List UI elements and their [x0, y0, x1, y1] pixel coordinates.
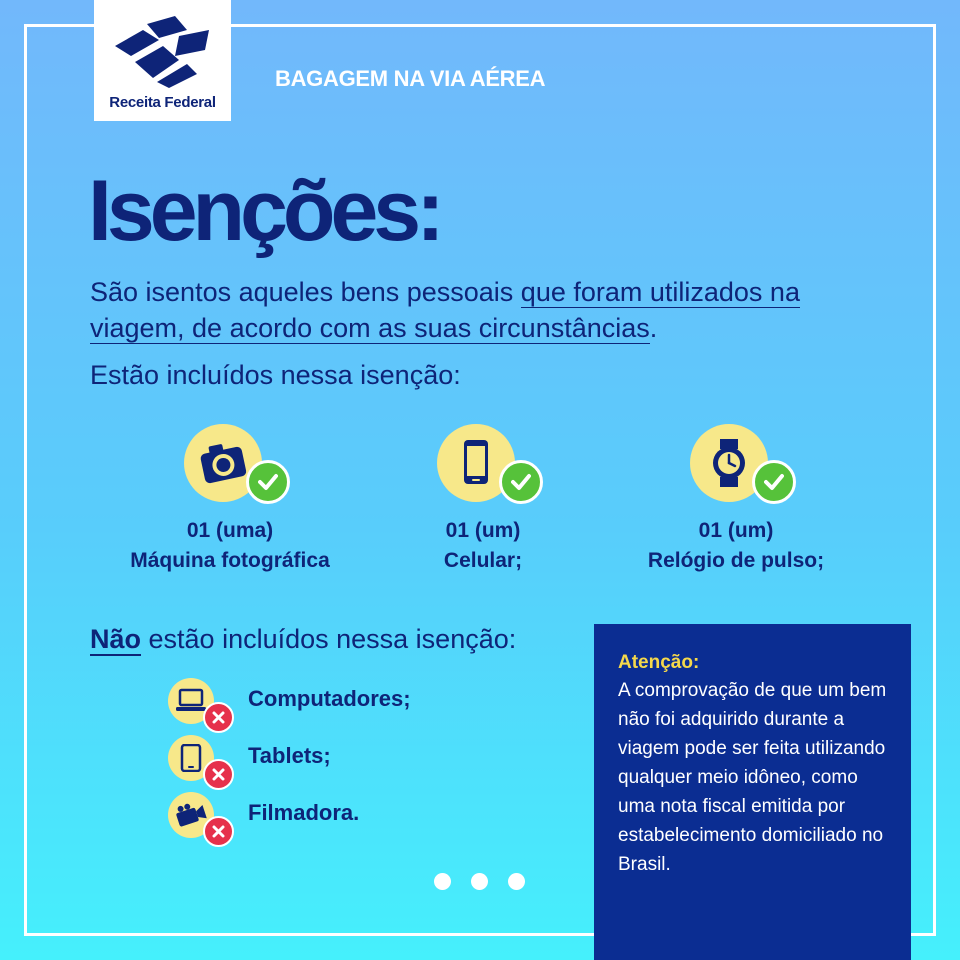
logo-text: Receita Federal	[109, 94, 216, 111]
x-icon	[203, 702, 234, 733]
watch-icon	[704, 438, 754, 488]
attention-box	[594, 624, 911, 960]
included-item-camera	[100, 420, 360, 576]
video-camera-icon	[175, 801, 207, 829]
x-icon	[203, 816, 234, 847]
item-name: Máquina fotográfica	[130, 549, 330, 572]
attention-body: A comprovação de que um bem não foi adquirido durante a viagem pode ser feita utilizando qualquer meio idôneo, como uma nota fiscal emitida por estabelecimento domiciliado no Brasil.	[618, 680, 887, 875]
excluded-lead	[90, 624, 516, 655]
attention-title: Atenção:	[618, 652, 700, 673]
check-icon	[246, 460, 290, 504]
included-item-watch	[606, 420, 866, 576]
header-title: BAGAGEM NA VIA AÉREA	[275, 66, 546, 91]
item-name: Relógio de pulso;	[647, 549, 825, 572]
intro-paragraph	[90, 274, 890, 346]
excluded-item-label: Tablets;	[248, 743, 331, 768]
laptop-icon	[175, 687, 207, 715]
receita-federal-logo	[94, 0, 231, 121]
receita-federal-emblem-icon	[113, 16, 213, 88]
pagination-dot[interactable]	[434, 873, 451, 890]
pagination-dot[interactable]	[471, 873, 488, 890]
tablet-icon	[175, 744, 207, 772]
pagination-dot[interactable]	[508, 873, 525, 890]
included-item-phone	[353, 420, 613, 576]
check-icon	[499, 460, 543, 504]
excluded-item-label: Filmadora.	[248, 800, 360, 825]
excluded-lead-bold: Não	[90, 624, 142, 654]
phone-icon	[451, 438, 501, 488]
included-lead: Estão incluídos nessa isenção:	[90, 360, 461, 390]
camera-icon	[198, 438, 248, 488]
x-icon	[203, 759, 234, 790]
intro-text: São isentos aqueles bens pessoais	[90, 277, 521, 307]
item-quantity: 01 (um)	[445, 519, 521, 542]
check-icon	[752, 460, 796, 504]
intro-end: .	[649, 313, 658, 343]
item-name: Celular;	[443, 549, 523, 572]
excluded-lead-text: estão incluídos nessa isenção:	[141, 624, 517, 654]
item-quantity: 01 (um)	[698, 519, 774, 542]
excluded-item-label: Computadores;	[248, 686, 411, 711]
intro-underlined-text: que foram utilizados na viagem, de acordo com as suas circunstâncias	[90, 277, 800, 343]
item-quantity: 01 (uma)	[186, 519, 274, 542]
page-title: Isenções:	[88, 163, 440, 259]
